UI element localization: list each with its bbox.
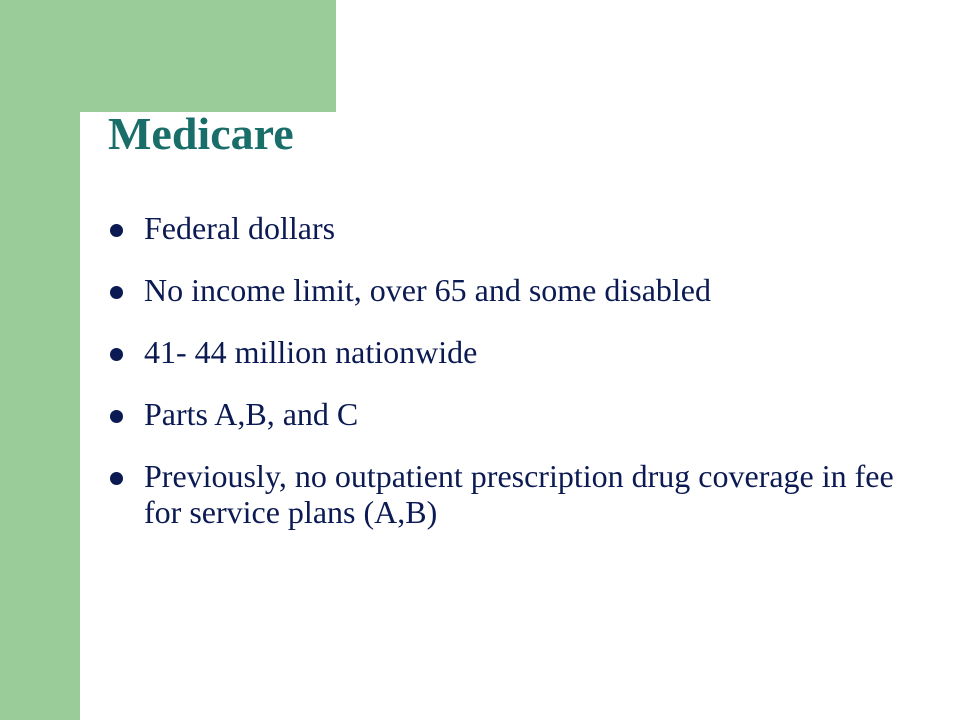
bullet-text: Previously, no outpatient prescription drug coverage in fee for service plans (A,B) — [144, 458, 894, 530]
bullet-dot-icon — [110, 472, 123, 485]
bullet-item — [108, 396, 928, 432]
bullet-dot-icon — [110, 410, 123, 423]
accent-bar-top — [0, 0, 336, 112]
bullet-text: No income limit, over 65 and some disabled — [144, 272, 711, 308]
bullet-item — [108, 458, 928, 530]
bullet-text: Parts A,B, and C — [144, 396, 359, 432]
bullet-text: Federal dollars — [144, 210, 336, 246]
bullet-item — [108, 334, 928, 370]
bullet-item — [108, 210, 928, 246]
slide-title: Medicare — [108, 108, 294, 159]
bullet-dot-icon — [110, 224, 123, 237]
bullet-item — [108, 272, 928, 308]
bullet-dot-icon — [110, 286, 123, 299]
bullet-dot-icon — [110, 348, 123, 361]
bullet-text: 41- 44 million nationwide — [144, 334, 478, 370]
bullet-list — [108, 210, 928, 556]
accent-bar-left — [0, 112, 80, 720]
